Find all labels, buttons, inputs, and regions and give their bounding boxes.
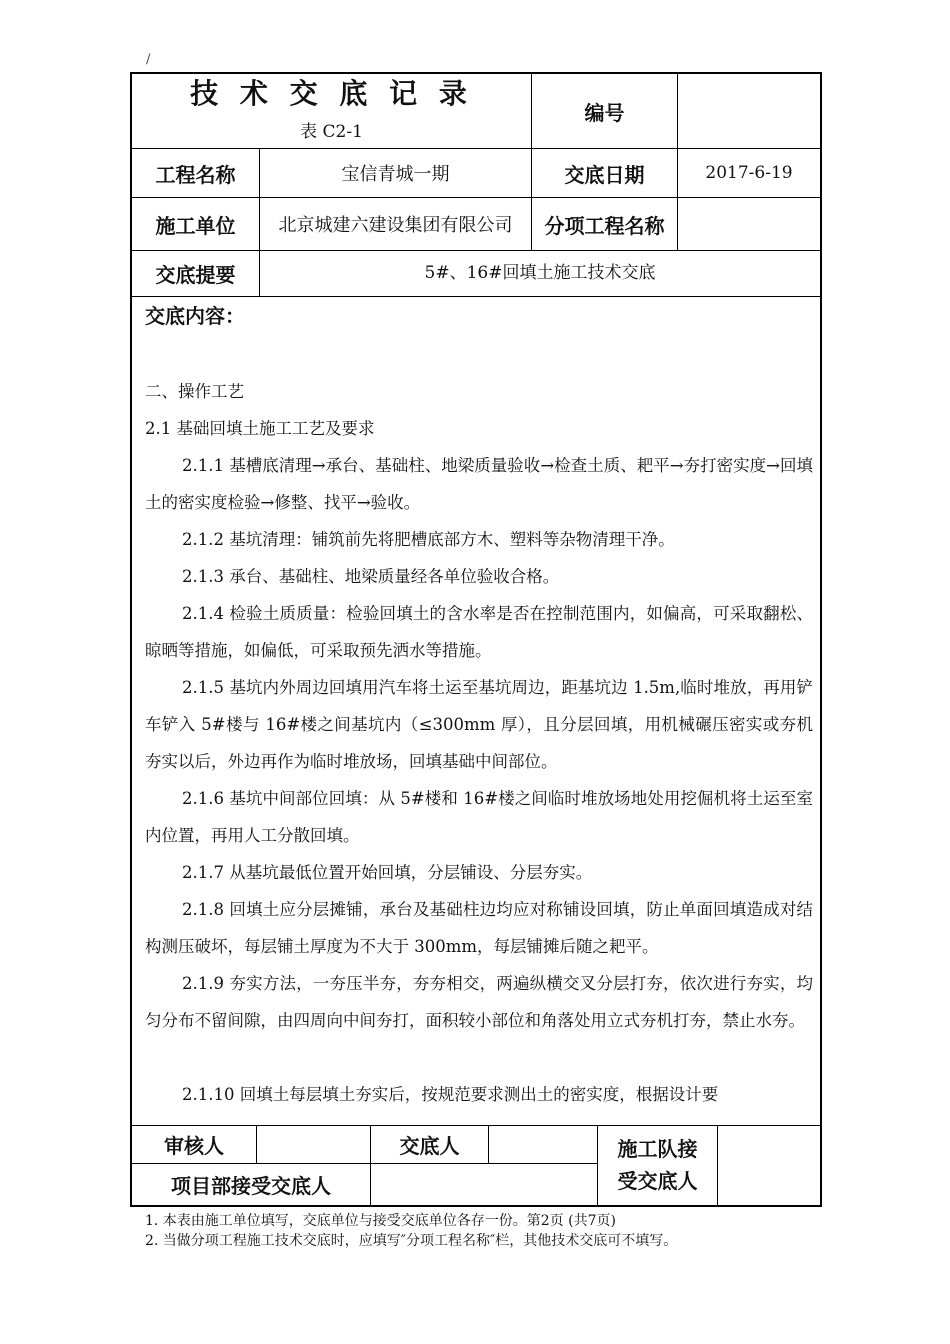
date-label: 交底日期	[564, 162, 645, 187]
content-label: 交底内容：	[145, 304, 245, 328]
list-item: 2.1.6 基坑中间部位回填：从 5#楼和 16#楼之间临时堆放场地处用挖倔机将土运至室内位置，再用人工分散回填。	[145, 789, 813, 845]
team-receiver-label: 施工队接受交底人	[617, 1137, 698, 1193]
list-item: 2.1.8 回填土应分层摊铺，承台及基础柱边均应对称铺设回填，防止单面回填造成对结构测压破坏，每层铺土厚度为不大于 300mm，每层铺摊后随之耙平。	[145, 900, 813, 956]
team-receiver-value[interactable]	[718, 1126, 820, 1205]
dept-receiver-label: 项目部接受交底人	[171, 1174, 331, 1198]
list-item: 2.1.1 基槽底清理→承台、基础柱、地梁质量验收→检查土质、耙平→夯打密实度→回填土的密实度检验→修整、找平→验收。	[145, 456, 813, 512]
corner-mark: /	[146, 52, 151, 67]
footnote: 2. 当做分项工程施工技术交底时，应填写″分项工程名称″栏，其他技术交底可不填写。	[145, 1233, 678, 1249]
presenter-value[interactable]	[489, 1126, 597, 1163]
subproject-label: 分项工程名称	[544, 213, 665, 238]
list-item: 2.1.3 承台、基础柱、地梁质量经各单位验收合格。	[182, 567, 560, 586]
reviewer-value[interactable]	[257, 1126, 370, 1163]
number-value[interactable]	[678, 74, 820, 148]
number-label: 编号	[584, 100, 625, 125]
subproject-value[interactable]	[678, 198, 820, 250]
list-item: 2.1.9 夯实方法，一夯压半夯，夯夯相交，两遍纵横交叉分层打夯，依次进行夯实，均匀分布不留间隙，由四周向中间夯打，面积较小部位和角落处用立式夯机打夯，禁止水夯。	[145, 974, 813, 1030]
date-value[interactable]: 2017-6-19	[705, 163, 793, 183]
list-item: 2.1.7 从基坑最低位置开始回填，分层铺设、分层夯实。	[182, 863, 593, 882]
list-item: 2.1.10 回填土每层填土夯实后，按规范要求测出土的密实度，根据设计要	[182, 1085, 719, 1104]
project-name-label: 工程名称	[155, 162, 236, 187]
list-item: 2.1.2 基坑清理：铺筑前先将肥槽底部方木、塑料等杂物清理干净。	[182, 530, 675, 549]
contractor-value[interactable]: 北京城建六建设集团有限公司	[278, 215, 513, 236]
project-name-value[interactable]: 宝信青城一期	[341, 164, 450, 185]
section-heading: 二、操作工艺	[145, 382, 244, 401]
dept-receiver-value[interactable]	[371, 1164, 597, 1205]
document-title: 技 术 交 底 记 录	[190, 77, 473, 110]
form-number: 表 C2-1	[300, 121, 363, 142]
reviewer-label: 审核人	[164, 1134, 224, 1158]
presenter-label: 交底人	[399, 1134, 460, 1158]
summary-label: 交底提要	[155, 263, 236, 287]
subsection-heading: 2.1 基础回填土施工工艺及要求	[145, 419, 375, 438]
footnote: 1. 本表由施工单位填写，交底单位与接受交底单位各存一份。第2页 (共7页)	[145, 1213, 616, 1229]
summary-value[interactable]: 5#、16#回填土施工技术交底	[424, 262, 656, 283]
list-item: 2.1.4 检验土质质量：检验回填土的含水率是否在控制范围内，如偏高，可采取翻松、晾晒等措施，如偏低，可采取预先洒水等措施。	[145, 604, 813, 660]
contractor-label: 施工单位	[155, 213, 236, 238]
list-item: 2.1.5 基坑内外周边回填用汽车将土运至基坑周边，距基坑边 1.5m,临时堆放，再用铲车铲入 5#楼与 16#楼之间基坑内（≤300mm 厚），且分层回填，用机械碾压密实或夯机夯实以后，外边再作为临时堆放场，回填基础中间部位。	[145, 678, 813, 771]
